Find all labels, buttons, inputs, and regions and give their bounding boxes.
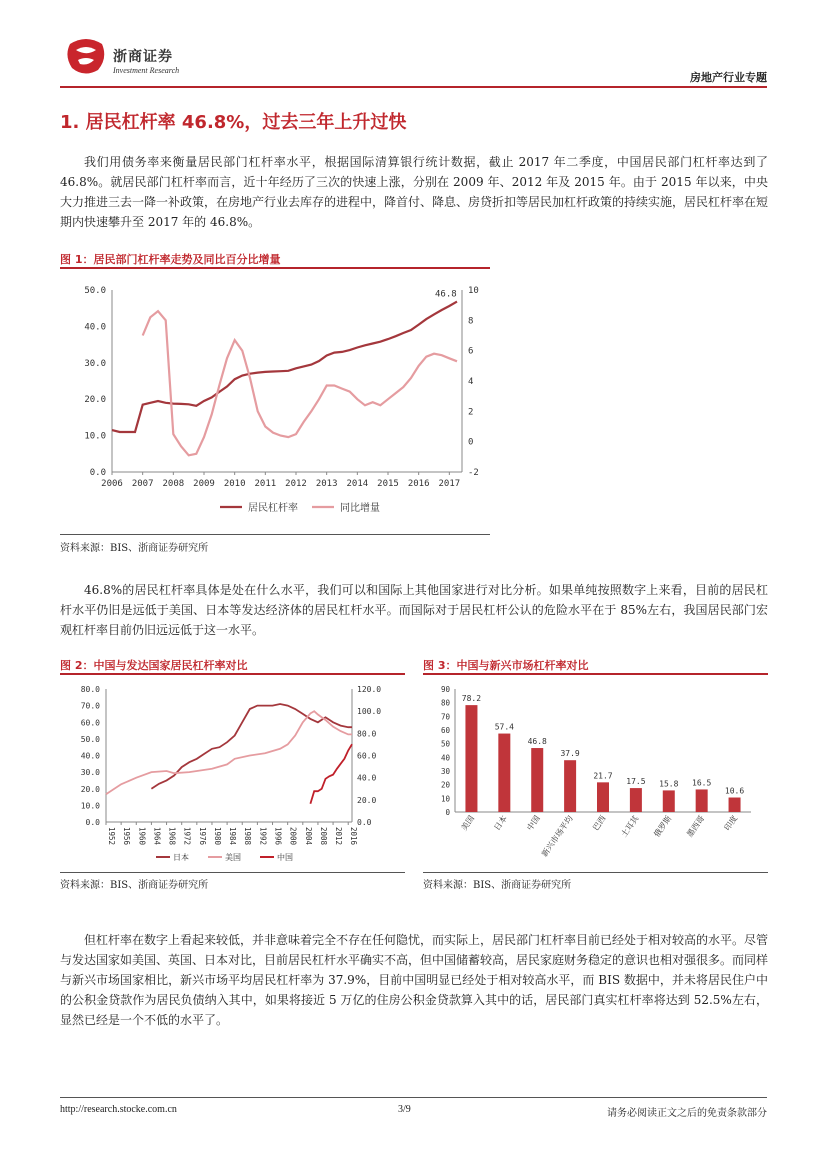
brand-name-en: Investment Research [113, 66, 180, 75]
fig1-x-tick-label: 2016 [407, 479, 430, 489]
fig2-right-tick-label: 20.0 [357, 795, 377, 805]
fig1-x-tick-label: 2010 [223, 479, 246, 489]
figure-2-source: 资料来源：BIS、浙商证券研究所 [60, 880, 209, 891]
fig3-data-label: 57.4 [494, 722, 514, 732]
fig2-x-tick-label: 1968 [167, 827, 177, 846]
fig1-legend-label: 同比增量 [340, 503, 380, 514]
paragraph-2: 46.8%的居民杠杆率具体是处在什么水平，我们可以和国际上其他国家进行对比分析。如果单纯按照数字上来看，目前的居民杠杆水平仍旧是远低于美国、日本等发达经济体的居民杠杆水平。而国际对于居民杠杆公认的危险水平在于 85%左右，我国居民部门宏观杠杆率目前仍旧远远低于这一水平。 [60, 583, 768, 637]
fig1-right-tick-label: 2 [468, 407, 474, 418]
fig2-x-tick-label: 2004 [303, 827, 313, 846]
figure-2-rule [60, 673, 405, 675]
fig3-y-tick-label: 30 [440, 767, 450, 776]
fig3-data-label: 21.7 [593, 771, 613, 781]
page-number: 3/9 [398, 1104, 411, 1115]
fig1-x-tick-label: 2017 [438, 479, 461, 489]
section-title: 1. 居民杠杆率 46.8%，过去三年上升过快 [60, 112, 407, 133]
fig1-left-tick-label: 10.0 [84, 431, 106, 442]
fig3-y-tick-label: 40 [440, 753, 450, 763]
fig3-data-label: 78.2 [461, 694, 482, 704]
report-type: 房地产行业专题 [690, 71, 767, 84]
fig2-right-tick-label: 60.0 [357, 751, 377, 761]
fig3-y-tick-label: 50 [440, 739, 450, 749]
fig3-y-tick-label: 60 [440, 726, 450, 735]
fig1-series-line [143, 311, 457, 455]
figure-3-title: 图 3：中国与新兴市场杠杆率对比 [423, 659, 589, 672]
fig3-category-label: 印度 [722, 813, 740, 833]
figure-3-source: 资料来源：BIS、浙商证券研究所 [423, 880, 572, 891]
figure-3-chart [423, 677, 768, 872]
fig2-series-line [310, 744, 352, 804]
fig2-x-tick-label: 1972 [182, 827, 192, 846]
fig1-left-tick-label: 0.0 [89, 468, 106, 478]
fig2-right-tick-label: 80.0 [357, 729, 377, 739]
figure-1-rule [60, 267, 490, 269]
fig2-right-tick-label: 40.0 [357, 773, 377, 783]
figure-2-bottom-rule [60, 872, 405, 873]
fig3-category-label: 俄罗斯 [652, 813, 674, 839]
fig3-bar [696, 789, 708, 812]
fig1-right-tick-label: 6 [468, 346, 474, 357]
fig1-left-tick-label: 30.0 [84, 358, 106, 369]
fig3-category-label: 土耳其 [619, 813, 641, 839]
fig3-category-label: 巴西 [591, 813, 608, 833]
figure-1-bottom-rule [60, 534, 490, 535]
fig3-category-label: 新兴市场平均 [539, 813, 575, 859]
fig3-y-tick-label: 80 [440, 698, 450, 708]
fig3-data-label: 16.5 [692, 778, 712, 788]
fig2-left-tick-label: 20.0 [80, 784, 100, 794]
brand-name-cn: 浙商证券 [113, 49, 173, 65]
fig1-x-tick-label: 2006 [101, 479, 123, 489]
paragraph-1: 我们用债务率来衡量居民部门杠杆率水平，根据国际清算银行统计数据，截止 2017 年二季度，中国居民部门杠杆率达到了 46.8%。就居民部门杠杆率而言，近十年经历了三次的快速上涨，分别在 2009 年、2012 年及 2015 年。由于 2015 年以来，中央大力推进三去一降一补政策，在房地产行业去库存的进程中，降首付、降息、房贷折扣等居民加杠杆政策的持续实施，居民杠杆率在短期内快速攀升至 2017 年的 46.8%。 [60, 155, 769, 229]
fig3-y-tick-label: 10 [440, 794, 450, 804]
fig1-x-tick-label: 2012 [285, 479, 307, 489]
fig2-left-tick-label: 10.0 [80, 801, 100, 811]
fig1-x-tick-label: 2015 [377, 479, 399, 489]
fig2-x-tick-label: 1964 [152, 827, 162, 846]
fig1-x-tick-label: 2009 [193, 479, 215, 489]
fig3-bar [564, 760, 576, 812]
fig3-bar [663, 790, 675, 812]
fig1-series-line [112, 302, 457, 432]
fig2-left-tick-label: 50.0 [80, 734, 100, 744]
fig1-x-tick-label: 2007 [131, 479, 154, 489]
fig3-data-label: 17.5 [626, 777, 646, 787]
fig3-data-label: 10.6 [724, 786, 745, 796]
fig2-right-tick-label: 0.0 [357, 818, 372, 827]
fig1-x-tick-label: 2008 [162, 479, 185, 489]
fig3-category-label: 日本 [492, 813, 509, 833]
company-logo [64, 36, 108, 76]
figure-2-title: 图 2：中国与发达国家居民杠杆率对比 [60, 659, 248, 672]
fig3-data-label: 37.9 [560, 749, 580, 759]
figure-1-source: 资料来源：BIS、浙商证券研究所 [60, 543, 209, 554]
fig2-left-tick-label: 60.0 [80, 718, 100, 728]
fig2-legend-label: 中国 [277, 853, 293, 862]
fig3-data-label: 15.8 [659, 779, 679, 789]
fig2-x-tick-label: 1956 [122, 827, 132, 846]
fig1-left-tick-label: 20.0 [84, 395, 106, 406]
fig1-x-tick-label: 2011 [254, 479, 277, 489]
fig1-x-tick-label: 2014 [346, 479, 369, 489]
paragraph-3: 但杠杆率在数字上看起来较低，并非意味着完全不存在任何隐忧，而实际上，居民部门杠杆率目前已经处于相对较高的水平。尽管与发达国家如美国、英国、日本对比，目前居民杠杆水平确实不高，但中国储蓄较高，居民家庭财务稳定的意识也相对强很多。而同样与新兴市场国家相比，新兴市场平均居民杠杆率为 37.9%，目前中国明显已经处于相对较高水平，而 BIS 数据中，并未将居民住户中的公积金贷款作为居民负债纳入其中，如果将接近 5 万亿的住房公积金贷款算入其中的话，居民部门真实杠杆率将达到 52.5%左右，显然已经是一个不低的水平了。 [60, 933, 769, 1027]
fig1-left-tick-label: 40.0 [84, 322, 106, 333]
fig2-x-tick-label: 2008 [318, 827, 328, 846]
header-divider [60, 86, 767, 88]
fig2-legend-label: 美国 [225, 853, 241, 862]
fig1-right-tick-label: 4 [468, 377, 474, 387]
figure-3-bottom-rule [423, 872, 768, 873]
figure-3-rule [423, 673, 768, 675]
fig1-right-tick-label: -2 [468, 468, 479, 478]
fig3-bar [531, 748, 543, 812]
fig3-y-tick-label: 0 [445, 808, 450, 817]
fig3-bar [630, 788, 642, 812]
fig1-x-tick-label: 2013 [315, 479, 338, 489]
fig2-x-tick-label: 1952 [107, 827, 116, 846]
fig3-y-tick-label: 20 [440, 780, 450, 790]
fig1-legend-label: 居民杠杆率 [248, 503, 298, 514]
fig2-right-tick-label: 120.0 [357, 685, 382, 694]
fig1-left-tick-label: 50.0 [84, 286, 106, 296]
fig3-bar [729, 798, 741, 812]
fig1-right-tick-label: 0 [468, 437, 474, 448]
fig2-left-tick-label: 80.0 [80, 685, 100, 694]
fig2-x-tick-label: 1996 [273, 827, 283, 846]
fig3-bar [597, 782, 609, 812]
fig2-left-tick-label: 70.0 [80, 701, 100, 711]
fig3-data-label: 46.8 [527, 737, 547, 747]
fig1-right-tick-label: 8 [468, 316, 474, 327]
fig2-x-tick-label: 1960 [137, 827, 147, 846]
fig2-x-tick-label: 1992 [258, 827, 268, 846]
fig2-left-tick-label: 0.0 [85, 818, 100, 827]
fig2-x-tick-label: 2012 [334, 827, 344, 846]
fig3-bar [465, 705, 477, 812]
fig2-x-tick-label: 2000 [288, 827, 298, 846]
footer-url[interactable]: http://research.stocke.com.cn [60, 1104, 177, 1115]
fig2-x-tick-label: 1984 [228, 827, 238, 846]
fig2-left-tick-label: 40.0 [80, 751, 100, 761]
footer-divider [60, 1097, 767, 1098]
figure-1-title: 图 1：居民部门杠杆率走势及同比百分比增量 [60, 253, 281, 266]
fig2-x-tick-label: 1976 [197, 827, 207, 846]
fig3-y-tick-label: 70 [440, 712, 450, 722]
fig3-y-tick-label: 90 [440, 685, 450, 694]
fig2-left-tick-label: 30.0 [80, 768, 100, 778]
figure-1-chart [60, 270, 490, 530]
fig2-right-tick-label: 100.0 [357, 707, 382, 717]
fig2-x-tick-label: 1980 [212, 827, 222, 846]
fig3-category-label: 中国 [525, 813, 542, 833]
fig1-annotation-label: 46.8 [435, 289, 457, 300]
fig3-category-label: 美国 [459, 813, 477, 833]
fig2-series-line [106, 711, 352, 794]
fig1-right-tick-label: 10 [468, 286, 479, 296]
fig2-x-tick-label: 2016 [349, 827, 359, 846]
fig3-category-label: 墨西哥 [685, 813, 707, 839]
figure-2-chart [60, 677, 405, 872]
fig2-x-tick-label: 1988 [243, 827, 253, 846]
footer-disclaimer: 请务必阅读正文之后的免责条款部分 [607, 1108, 767, 1119]
fig3-bar [498, 734, 510, 812]
fig2-legend-label: 日本 [173, 853, 189, 862]
